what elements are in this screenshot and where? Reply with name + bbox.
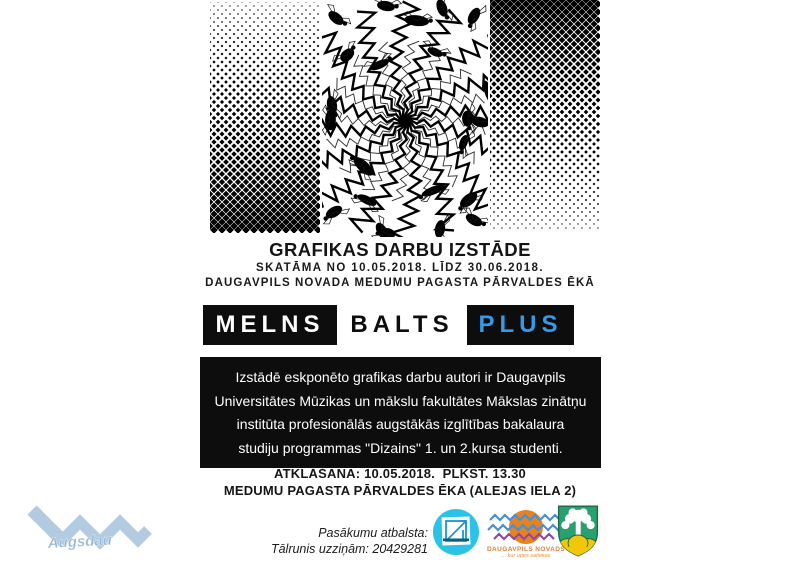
music-arts-faculty-logo-icon [432, 508, 480, 556]
description-box [200, 357, 601, 468]
support-block [250, 525, 428, 557]
daugavpils-novads-logo [486, 506, 566, 559]
banner-balts-word [337, 305, 467, 345]
opening-venue-line: MEDUMU PAGASTA PĀRVALDES ĒKA (ALEJAS IELA 2) [223, 483, 577, 498]
municipality-slogan: ... kur upes satiekas [501, 553, 551, 559]
banner-melns-label: MELNS [215, 311, 325, 338]
venue-line: DAUGAVPILS NOVADA MEDUMU PAGASTA PĀRVALDES ĒKĀ [205, 277, 595, 289]
medumi-coat-of-arms-icon [555, 502, 601, 559]
description-line: studiju programmas "Dizains" 1. un 2.kursa studenti. [238, 439, 563, 456]
description-line: Izstādē eskponēto grafikas darbu autori ir Daugavpils [235, 369, 566, 385]
phone-line: Tālrunis uzziņām: 20429281 [270, 542, 428, 556]
description-line: institūta profesionālās augstākās izglītības bakalaura [236, 416, 565, 432]
banner-plus-box [467, 305, 574, 345]
sun-waves-icon [486, 506, 566, 546]
halftone-pattern-left [210, 2, 320, 233]
watermark-zigzag-icon [12, 504, 152, 564]
page-title: GRAFIKAS DARBU IZSTĀDE [269, 239, 531, 260]
watermark-text: Augsdau [47, 531, 113, 552]
description-line: Universitātes Mūzikas un mākslu fakultātes Mākslas zinātņu [214, 392, 587, 409]
opening-datetime-line: ATKLĀŠANA: 10.05.2018. PLKST. 13.30 [274, 466, 526, 481]
banner-melns-box [203, 305, 337, 345]
support-label: Pasākumu atbalsta: [318, 526, 428, 540]
halftone-pattern-right [490, 0, 600, 231]
banner-balts-label: BALTS [350, 311, 454, 338]
kaleidoscope-pattern [322, 0, 488, 237]
viewing-dates-line: SKATĀMA NO 10.05.2018. LĪDZ 30.06.2018. [256, 262, 544, 274]
municipality-name: DAUGAVPILS NOVADS [486, 546, 566, 553]
banner-plus-label: PLUS [478, 311, 563, 338]
